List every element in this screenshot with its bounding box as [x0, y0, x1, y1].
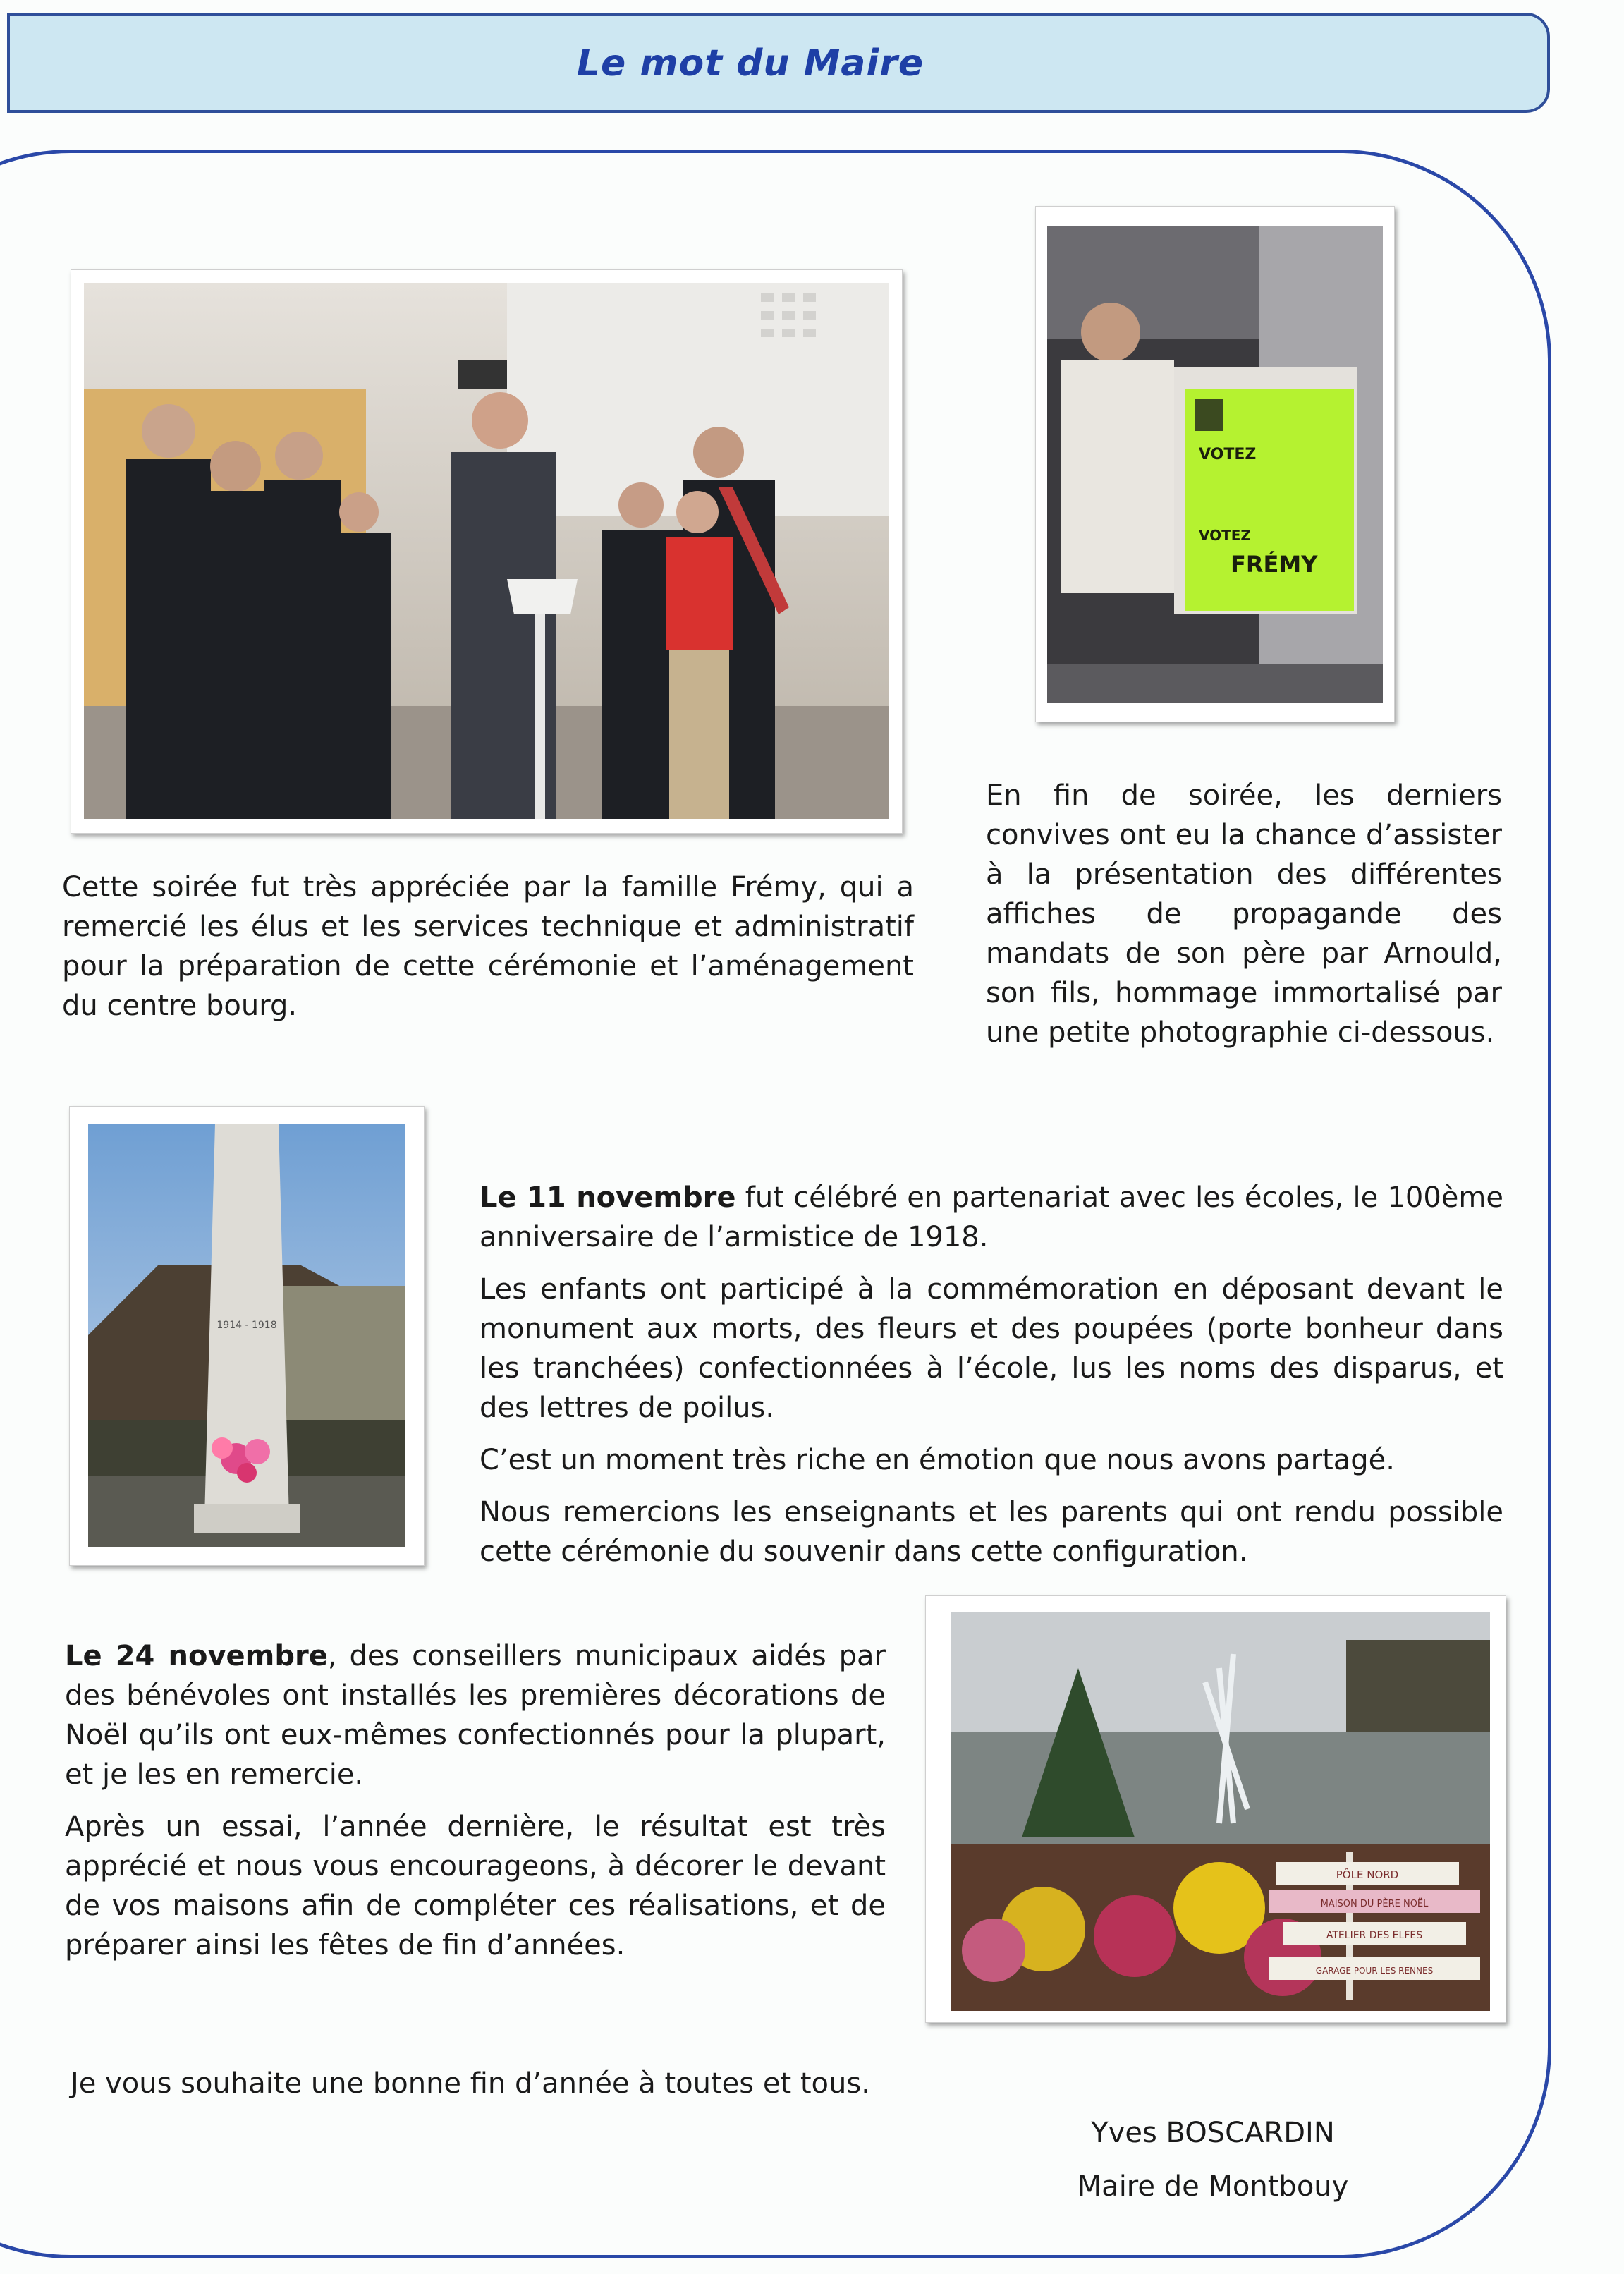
sign-garage-rennes: GARAGE POUR LES RENNES: [1315, 1966, 1434, 1976]
november-11-intro: [480, 1178, 1503, 1257]
left-paragraph: [62, 868, 914, 1026]
photo-monument: [69, 1106, 425, 1566]
signature-block: [1030, 2106, 1396, 2213]
sign-maison-pere-noel: MAISON DU PÈRE NOËL: [1320, 1899, 1429, 1909]
monument-inscription: 1914 - 1918: [216, 1320, 277, 1331]
sign-pole-nord: PÔLE NORD: [1336, 1868, 1399, 1881]
photo-ceremony: [71, 269, 903, 834]
fin-de-soiree-paragraph: En fin de soirée, les derniers convives ont eu la chance d’assister à la présentation des différentes affiches de propagande des mandats de son père par Arnould, son fils, hommage immortalisé par une petite photographie ci-dessous.: [986, 779, 1502, 1049]
closing-line: [71, 2064, 987, 2103]
november-24-encourage: Après un essai, l’année dernière, le résultat est très apprécié et nous vous encourageons, à décorer le devant de vos maisons afin de compléter ces réalisations, et de préparer ainsi les fêtes de fin d’années.: [65, 1811, 886, 1962]
november-11-section: [480, 1178, 1503, 1571]
signature-role: Maire de Montbouy: [1077, 2170, 1349, 2203]
november-24-rest: , des conseillers municipaux aidés par des bénévoles ont installés les premières décorations de Noël qu’ils ont eux-mêmes confectionnés pour la plupart, et je les en remercie.: [65, 1640, 886, 1791]
right-paragraph: [986, 776, 1502, 1052]
poster-line-3: FRÉMY: [1231, 551, 1318, 578]
november-11-lead: Le 11 novembre: [480, 1181, 736, 1214]
photo-poster: [1035, 206, 1395, 722]
poster-line-1: VOTEZ: [1199, 446, 1257, 463]
november-11-children: Les enfants ont participé à la commémoration en déposant devant le monument aux morts, des fleurs et des poupées (porte bonheur dans les tranchées) confectionnées à l’école, lus les noms des disparus, et des lettres de poilus.: [480, 1273, 1503, 1424]
november-11-rest: fut célébré en partenariat avec les écoles, le 100ème anniversaire de l’armistice de 1918.: [480, 1181, 1503, 1253]
signature-name: Yves BOSCARDIN: [1091, 2117, 1335, 2149]
famille-fremy-paragraph: Cette soirée fut très appréciée par la famille Frémy, qui a remercié les élus et les services technique et administratif pour la préparation de cette cérémonie et l’aménagement du centre bourg.: [62, 871, 914, 1022]
november-24-section: [65, 1636, 886, 1965]
november-24-lead: Le 24 novembre: [65, 1640, 328, 1672]
november-24-intro: [65, 1636, 886, 1794]
november-11-emotion: C’est un moment très riche en émotion que nous avons partagé.: [480, 1444, 1395, 1476]
poster-line-2: VOTEZ: [1199, 527, 1251, 544]
sign-atelier-elfes: ATELIER DES ELFES: [1326, 1930, 1423, 1941]
photo-christmas-decorations: [925, 1595, 1506, 2023]
page-title: Le mot du Maire: [576, 42, 924, 85]
title-banner: [7, 13, 1550, 113]
november-11-thanks: Nous remercions les enseignants et les parents qui ont rendu possible cette cérémonie du souvenir dans cette configuration.: [480, 1496, 1503, 1568]
closing-text: Je vous souhaite une bonne fin d’année à toutes et tous.: [71, 2067, 870, 2100]
